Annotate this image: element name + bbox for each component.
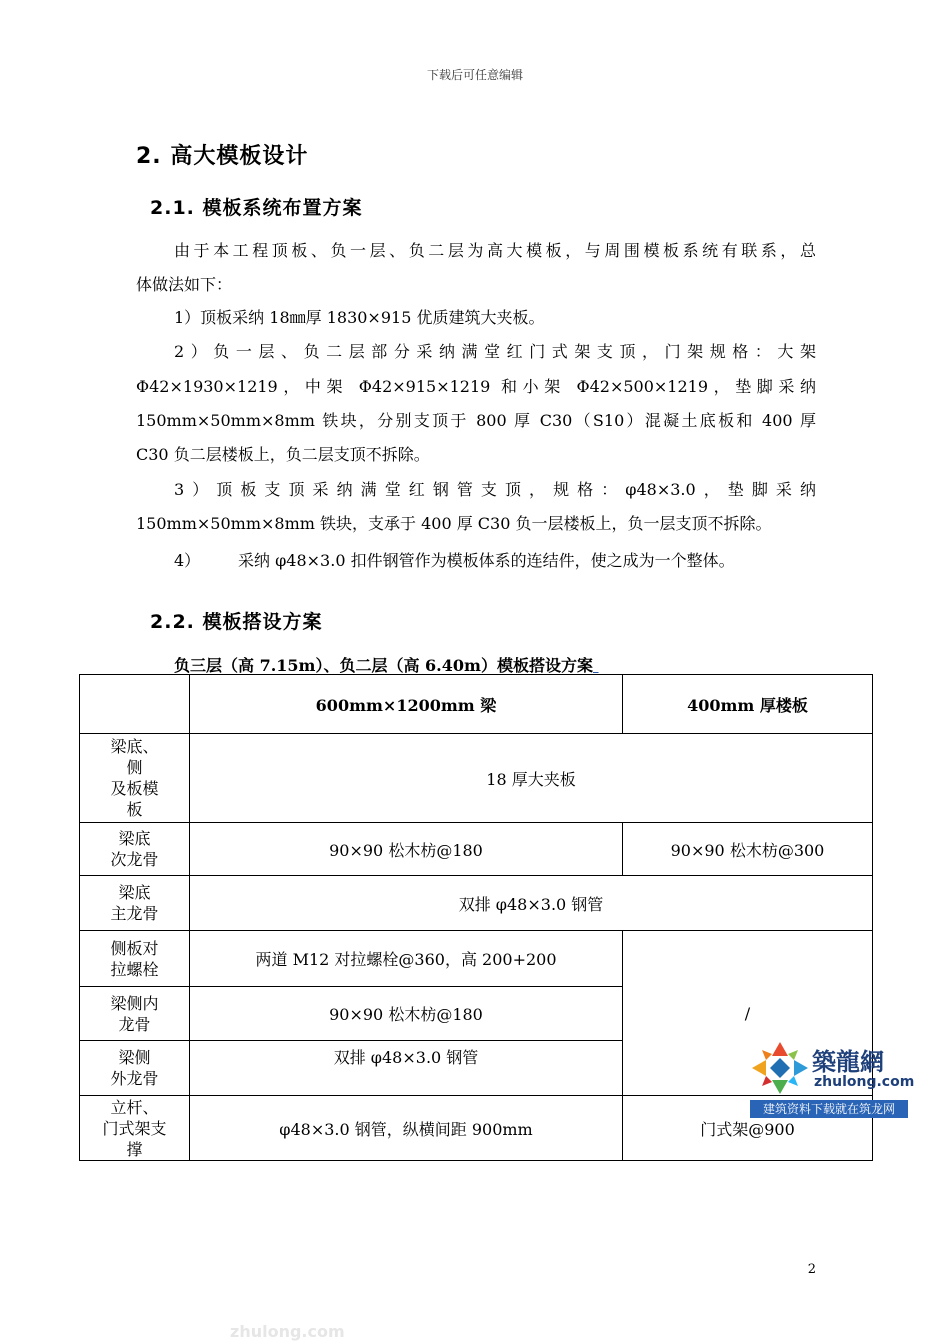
- table-row: [80, 734, 873, 823]
- intro-line-2: 体做法如下：: [136, 275, 233, 294]
- item-4-text: 采纳 φ48×3.0 扣件钢管作为模板体系的连结件，使之成为一个整体。: [238, 551, 735, 570]
- item-3-line-2: 150mm×50mm×8mm 铁块，支承于 400 厚 C30 负一层楼板上，负一层支顶不拆除。: [136, 514, 772, 533]
- row-head-tie-bolt: 侧板对 拉螺栓: [80, 931, 190, 987]
- watermark-slogan: 建筑资料下载就在筑龙网: [750, 1100, 908, 1118]
- row-head-main-joist: 梁底 主龙骨: [80, 876, 190, 931]
- cell-tie-bolt: 两道 M12 对拉螺栓@360，高 200+200: [190, 931, 623, 987]
- item-4-number: 4）: [174, 551, 201, 570]
- cell-secondary-joist-beam: 90×90 松木枋@180: [190, 823, 623, 876]
- cell-panel: 18 厚大夹板: [190, 734, 873, 823]
- table-row: [80, 931, 873, 987]
- item-3-line-1: 3）顶板支顶采纳满堂红钢管支顶，规格：φ48×3.0，垫脚采纳: [174, 480, 816, 499]
- cell-slab-merged: /: [623, 931, 873, 1096]
- watermark-name: 築龍網: [812, 1048, 884, 1076]
- item-2-line-3: 150mm×50mm×8mm 铁块，分别支顶于 800 厚 C30（S10）混凝土底板和 400 厚: [136, 411, 816, 430]
- subsection-title-2-2: 2.2. 模板搭设方案: [150, 611, 323, 633]
- table-header-row: [80, 675, 873, 734]
- page-number: 2: [807, 1262, 816, 1277]
- row-head-panel: 梁底、 侧 及板模 板: [80, 734, 190, 823]
- item-2-line-1: 2）负一层、负二层部分采纳满堂红门式架支顶，门架规格：大架: [174, 342, 816, 361]
- cell-inner-joist: 90×90 松木枋@180: [190, 987, 623, 1041]
- item-1: 1）顶板采纳 18㎜厚 1830×915 优质建筑大夹板。: [174, 308, 545, 327]
- table-caption-text: 负三层（高 7.15m）、负二层（高 6.40m）模板搭设方案: [174, 656, 593, 675]
- watermark-domain: zhulong.com: [814, 1074, 915, 1090]
- col-header-slab: 400mm 厚楼板: [623, 675, 873, 734]
- caption-marker: [593, 656, 599, 675]
- row-head-secondary-joist: 梁底 次龙骨: [80, 823, 190, 876]
- faint-footer-watermark: zhulong.com: [230, 1322, 345, 1341]
- row-head-support: 立杆、 门式架支 撑: [80, 1096, 190, 1161]
- zhulong-watermark: [750, 1040, 915, 1120]
- row-head-outer-joist: 梁侧 外龙骨: [80, 1041, 190, 1096]
- table-caption: [174, 653, 599, 676]
- table-row: [80, 823, 873, 876]
- section-title: 2. 高大模板设计: [136, 144, 309, 169]
- subsection-title-2-1: 2.1. 模板系统布置方案: [150, 197, 363, 219]
- cell-secondary-joist-slab: 90×90 松木枋@300: [623, 823, 873, 876]
- item-2-line-2: Φ42×1930×1219，中架 Φ42×915×1219 和小架 Φ42×500×1219，垫脚采纳: [136, 377, 816, 396]
- table-corner-cell: [80, 675, 190, 734]
- table-row: [80, 876, 873, 931]
- cell-support-beam: φ48×3.0 钢管，纵横间距 900mm: [190, 1096, 623, 1161]
- item-2-line-4: C30 负二层楼板上，负二层支顶不拆除。: [136, 445, 430, 464]
- header-note: 下载后可任意编辑: [426, 68, 523, 82]
- row-head-inner-joist: 梁侧内 龙骨: [80, 987, 190, 1041]
- col-header-beam: 600mm×1200mm 梁: [190, 675, 623, 734]
- cell-main-joist: 双排 φ48×3.0 钢管: [190, 876, 873, 931]
- cell-outer-joist: 双排 φ48×3.0 钢管: [190, 1041, 623, 1096]
- intro-line-1: 由于本工程顶板、负一层、负二层为高大模板，与周围模板系统有联系，总: [174, 241, 816, 260]
- zhulong-logo-icon: [750, 1040, 810, 1096]
- cell-support-slab: 门式架@900: [623, 1096, 873, 1161]
